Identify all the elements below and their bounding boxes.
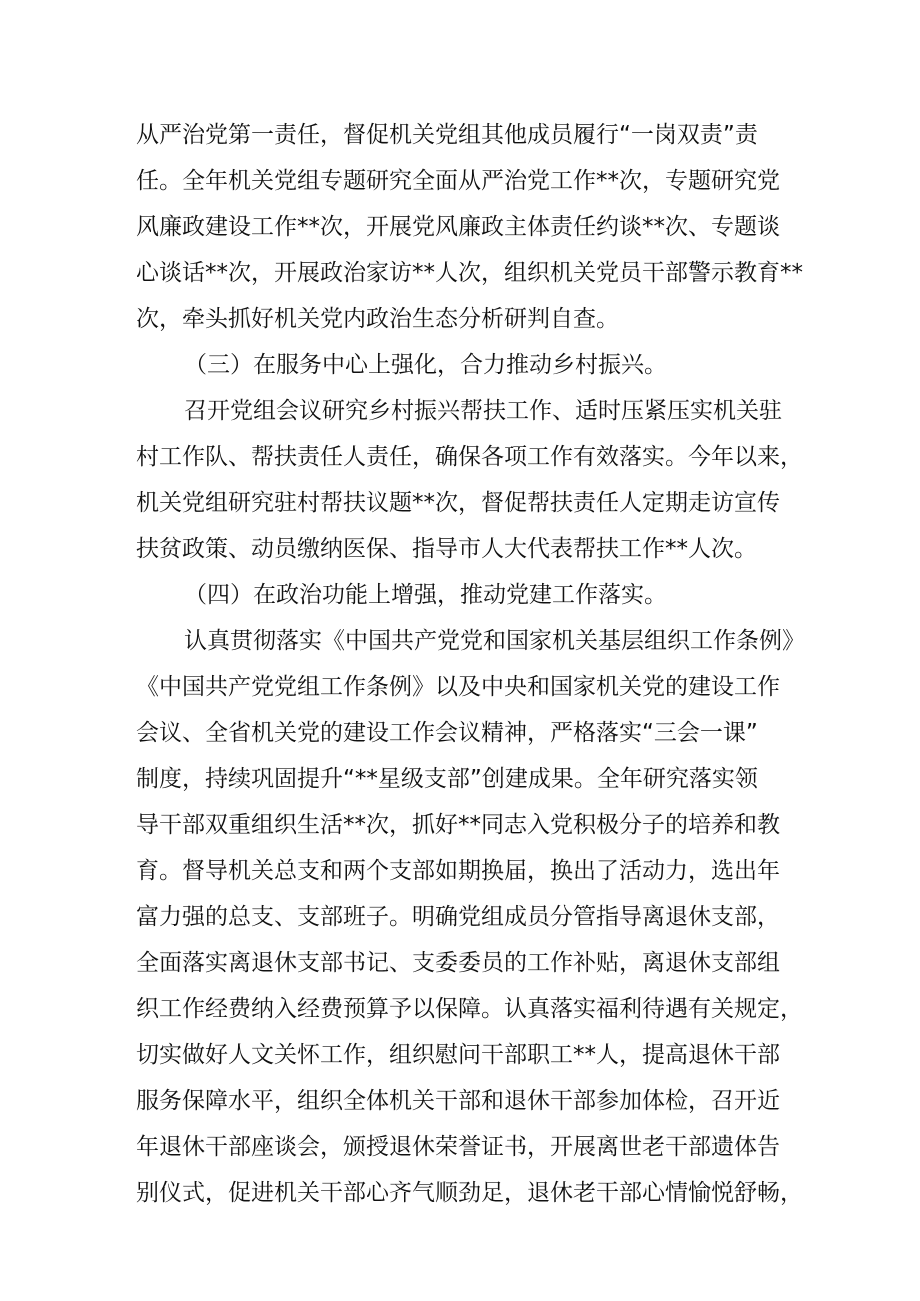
text-line: 别仪式，促进机关干部心齐气顺劲足，退休老干部心情愉悦舒畅， bbox=[136, 1180, 803, 1206]
text-line: （四）在政治功能上增强，推动党建工作落实。 bbox=[184, 582, 667, 608]
text-line: 认真贯彻落实《中国共产党党和国家机关基层组织工作条例》 bbox=[184, 628, 805, 654]
text-line: 切实做好人文关怀工作，组织慰问干部职工**人，提高退休干部 bbox=[136, 1042, 780, 1068]
text-line: 导干部双重组织生活**次，抓好**同志入党积极分子的培养和教 bbox=[136, 812, 780, 838]
text-line: 服务保障水平，组织全体机关干部和退休干部参加体检，召开近 bbox=[136, 1088, 780, 1114]
text-line: 富力强的总支、支部班子。明确党组成员分管指导离退休支部， bbox=[136, 904, 780, 930]
document-body bbox=[136, 112, 806, 1216]
text-line: 《中国共产党党组工作条例》以及中央和国家机关党的建设工作 bbox=[136, 674, 780, 700]
text-line: （三）在服务中心上强化，合力推动乡村振兴。 bbox=[184, 352, 667, 378]
text-line: 扶贫政策、动员缴纳医保、指导市人大代表帮扶工作**人次。 bbox=[136, 536, 757, 562]
text-line: 会议、全省机关党的建设工作会议精神，严格落实“三会一课” bbox=[136, 720, 758, 746]
text-line: 机关党组研究驻村帮扶议题**次，督促帮扶责任人定期走访宣传 bbox=[136, 490, 780, 516]
text-line: 村工作队、帮扶责任人责任，确保各项工作有效落实。今年以来， bbox=[136, 444, 803, 470]
text-line: 风廉政建设工作**次，开展党风廉政主体责任约谈**次、专题谈 bbox=[136, 214, 780, 240]
text-line: 任。全年机关党组专题研究全面从严治党工作**次，专题研究党 bbox=[136, 168, 780, 194]
text-line: 次，牵头抓好机关党内政治生态分析研判自查。 bbox=[136, 306, 619, 332]
text-line: 制度，持续巩固提升“**星级支部”创建成果。全年研究落实领 bbox=[136, 766, 758, 792]
text-line: 年退休干部座谈会，颁授退休荣誉证书，开展离世老干部遗体告 bbox=[136, 1134, 780, 1160]
text-line: 织工作经费纳入经费预算予以保障。认真落实福利待遇有关规定， bbox=[136, 996, 803, 1022]
text-line: 召开党组会议研究乡村振兴帮扶工作、适时压紧压实机关驻 bbox=[184, 398, 782, 424]
text-line: 全面落实离退休支部书记、支委委员的工作补贴，离退休支部组 bbox=[136, 950, 780, 976]
text-line: 心谈话**次，开展政治家访**人次，组织机关党员干部警示教育** bbox=[136, 260, 803, 286]
text-line: 育。督导机关总支和两个支部如期换届，换出了活动力，选出年 bbox=[136, 858, 780, 884]
text-line: 从严治党第一责任，督促机关党组其他成员履行“一岗双责”责 bbox=[136, 122, 758, 148]
